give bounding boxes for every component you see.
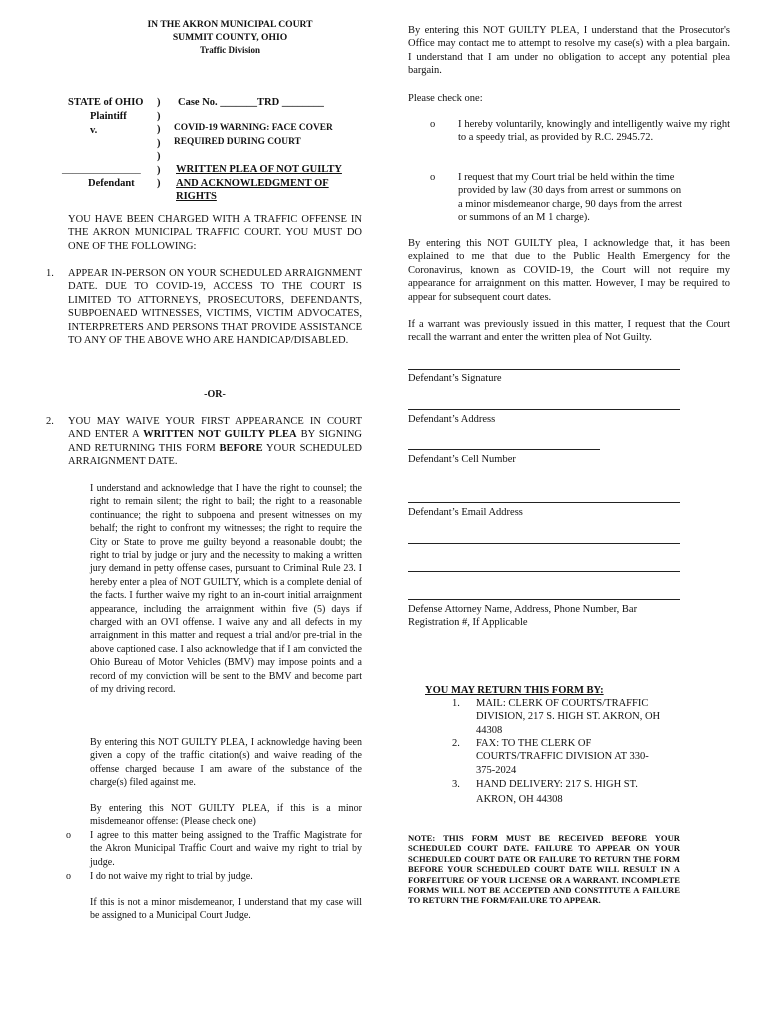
or-separator: -OR- (204, 389, 226, 400)
judge-assignment-note: If this is not a minor misdemeanor, I understand that my case will be assigned to a Municipal Court Judge. (90, 897, 362, 922)
email-label: Defendant’s Email Address (408, 507, 523, 518)
minor-misdemeanor-intro: By entering this NOT GUILTY PLEA, if this is a minor misdemeanor offense: (Please check one) (90, 803, 362, 828)
speedy-trial-request-checkbox[interactable]: o (430, 172, 436, 183)
return-form-title: YOU MAY RETURN THIS FORM BY: (425, 685, 604, 696)
magistrate-option-label: I agree to this matter being assigned to the Traffic Magistrate for the Akron Municipal Traffic Court and waive my right to trial by judge. (90, 830, 362, 868)
charged-intro: YOU HAVE BEEN CHARGED WITH A TRAFFIC OFFENSE IN THE AKRON MUNICIPAL TRAFFIC COURT. YOU MUST DO ONE OF THE FOLLOWING: (68, 214, 362, 252)
failure-to-appear-note: NOTE: THIS FORM MUST BE RECEIVED BEFORE YOUR SCHEDULED COURT DATE. FAILURE TO APPEAR ON YOUR SCHEDULED COURT DATE OR FAILURE TO RETURN THE FORM BEFORE YOUR SCHEDULED COURT DATE WILL RESULT IN A FORFEITURE OF YOUR LICENSE OR A WARRANT. INCOMPLETE FORMS WILL NOT BE ACCEPTED AND CONSTITUTE A FAILURE TO RETURN THE FORM/FAILURE TO APPEAR. (408, 833, 680, 906)
signature-line[interactable] (408, 369, 680, 370)
please-check-one: Please check one: (408, 93, 483, 104)
cell-number-line[interactable] (408, 449, 600, 450)
magistrate-checkbox[interactable]: o (66, 830, 71, 841)
cell-number-label: Defendant’s Cell Number (408, 454, 516, 465)
covid-warning: COVID-19 WARNING: FACE COVER REQUIRED DURING COURT (174, 123, 333, 147)
warrant-recall-paragraph: If a warrant was previously issued in this matter, I request that the Court recall the warrant and enter the written plea of Not Guilty. (408, 319, 730, 344)
address-label: Defendant’s Address (408, 414, 496, 425)
state-of-ohio: STATE of OHIO (68, 97, 144, 108)
rights-acknowledgment: I understand and acknowledge that I have the right to counsel; the right to remain silent; the right to bail; the right to a reasonable continuance; the right to subpoena and present witnesses on my behalf; the right to confront my witnesses; the right to require the City or State to prove me guilty beyond a reasonable doubt; the right to trial by judge or jury and the necessity to making a written jury demand in petty offense cases, pursuant to Criminal Rule 23. I hereby enter a plea of NOT GUILTY, which is a complete denial of the facts. I further waive my right to an in-court initial arraignment appearance, including the arraignment within five (5) days if charged with an OVI offense. I waive any and all defects in my arraignment in this matter and request a trial and/or pre-trial in the above captioned case. I also acknowledge that if I am convicted the Ohio Bureau of Motor Vehicles (BMV) may impose points and a record of my conviction will be sent to the BMV and become part of my driving record. (90, 483, 362, 696)
no-waive-option-label: I do not waive my right to trial by judge. (90, 871, 253, 882)
address-line[interactable] (408, 409, 680, 410)
plea-bargain-paragraph: By entering this NOT GUILTY PLEA, I understand that the Prosecutor's Office may contact me to attempt to resolve my case(s) with a plea bargain. I understand that I am under no obligation to accept any potential plea bargain. (408, 25, 730, 77)
return-option-mail: 1. MAIL: CLERK OF COURTS/TRAFFIC DIVISION, 217 S. HIGH ST. AKRON, OH 44308 (452, 698, 661, 736)
citation-acknowledgment: By entering this NOT GUILTY PLEA, I acknowledge having been given a copy of the traffic citation(s) and waive reading of the offense charged because I am aware of the substance of the charge(s) filed against me. (90, 737, 362, 789)
speedy-trial-request-label: I request that my Court trial be held within the time provided by law (30 days from arrest or summons on a minor misdemeanor charge, 90 days from the arrest or summons of an M 1 charge). (458, 172, 683, 224)
plaintiff-label: Plaintiff (90, 111, 127, 122)
covid-acknowledgment: By entering this NOT GUILTY plea, I acknowledge that, it has been explained to me that due to the Public Health Emergency for the Coronavirus, known as COVID-19, the Court will not require my appearance for arraignment on this matter. However, I may be required to appear for subsequent court dates. (408, 238, 730, 303)
no-waive-checkbox[interactable]: o (66, 871, 71, 882)
item-2-number: 2. (46, 416, 54, 427)
attorney-line-1[interactable] (408, 543, 680, 544)
signature-label: Defendant’s Signature (408, 373, 502, 384)
item-1-appear-in-person: APPEAR IN-PERSON ON YOUR SCHEDULED ARRAIGNMENT DATE. DUE TO COVID-19, ACCESS TO THE COURT IS LIMITED TO ATTORNEYS, PROSECUTORS, DEFENDANTS, SUBPOENAED WITNESSES, VICTIMS, VICTIM ADVOCATES, INTERPRETERS AND PERSONS THAT PROVIDE ASSISTANCE TO ANY OF THE ABOVE WHO ARE HANDICAP/DISABLED. (68, 268, 362, 347)
return-option-fax: 2. FAX: TO THE CLERK OF COURTS/TRAFFIC DIVISION AT 330- 375-2024 (452, 738, 649, 776)
versus-label: v. (90, 125, 98, 136)
county-name: SUMMIT COUNTY, OHIO (172, 32, 288, 43)
court-name: IN THE AKRON MUNICIPAL COURT (147, 19, 313, 30)
item-1-number: 1. (46, 268, 54, 279)
division-name: Traffic Division (199, 45, 261, 55)
item-2-written-plea: YOU MAY WAIVE YOUR FIRST APPEARANCE IN COURT AND ENTER A WRITTEN NOT GUILTY PLEA BY SIGNING AND RETURNING THIS FORM BEFORE YOUR SCHEDULED ARRAIGNMENT DATE. (68, 416, 362, 468)
attorney-line-3[interactable] (408, 599, 680, 600)
attorney-label: Defense Attorney Name, Address, Phone Number, Bar Registration #, If Applicable (408, 604, 638, 629)
case-number: Case No. _______TRD ________ (178, 97, 324, 108)
attorney-line-2[interactable] (408, 571, 680, 572)
speedy-trial-waive-label: I hereby voluntarily, knowingly and intelligently waive my right to a speedy trial, as provided by R.C. 2945.72. (458, 119, 730, 144)
defendant-label: Defendant (88, 178, 135, 189)
caption-parentheses: ) ) ) ) ) ) ) (157, 97, 161, 189)
defendant-name-blank: _______________ (62, 164, 141, 175)
plea-title: WRITTEN PLEA OF NOT GUILTY AND ACKNOWLEDGMENT OF RIGHTS (176, 164, 342, 202)
speedy-trial-waive-checkbox[interactable]: o (430, 119, 436, 130)
return-option-hand-delivery: 3. HAND DELIVERY: 217 S. HIGH ST. AKRON, OH 44308 (452, 779, 638, 805)
email-line[interactable] (408, 502, 680, 503)
